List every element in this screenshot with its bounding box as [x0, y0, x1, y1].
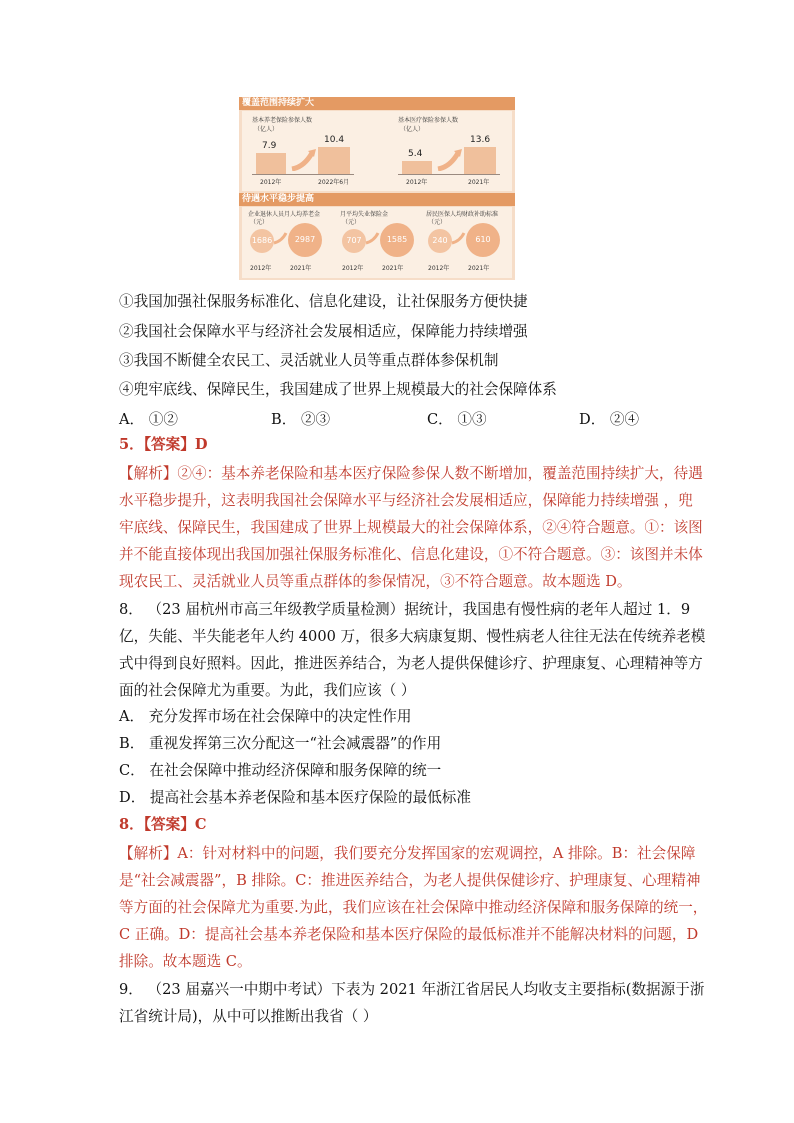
growth-arrow-icon [273, 229, 289, 245]
q5-analysis-line-3: 牢底线、保障民生，我国建成了世界上规模最大的社会保障体系，②④符合题意。①：该图 [119, 519, 703, 536]
q5-statement-4: ④兜牢底线、保障民生，我国建成了世界上规模最大的社会保障体系 [119, 381, 557, 398]
medical-year-1: 2012年 [406, 179, 428, 186]
unemp-label: 月平均失业保险金 [340, 211, 389, 218]
q8-option-a: A． 充分发挥市场在社会保障中的决定性作用 [119, 708, 412, 725]
pension-label: 基本养老保险参保人数 [252, 117, 313, 124]
growth-arrow-icon [451, 229, 467, 245]
q8-analysis-line-2: 是“社会减震器”，B 排除。C：推进医养结合，为老人提供保健诊疗、护理康复、心理精神 [119, 872, 701, 889]
q8-analysis-line-5: 排除。故本题选 C。 [119, 953, 252, 970]
q5-option-b: B． ②③ [271, 411, 331, 428]
pension-year-1: 2012年 [260, 179, 282, 186]
unemp-year-2: 2021年 [382, 265, 404, 272]
q5-analysis-line-1: 【解析】②④：基本养老保险和基本医疗保险参保人数不断增加，覆盖范围持续扩大，待遇 [119, 465, 703, 482]
q5-option-d: D． ②④ [579, 411, 640, 428]
retire-unit: （元） [250, 219, 269, 226]
pension-bar-2012 [256, 153, 286, 174]
treatment-panel [242, 207, 512, 278]
resident-year-1: 2012年 [428, 265, 450, 272]
q5-analysis-line-4: 并不能直接体现出我国加强社保服务标准化、信息化建设，①不符合题意。③：该图并未体 [119, 546, 703, 563]
q8-option-b: B． 重视发挥第三次分配这一“社会减震器”的作用 [119, 735, 442, 752]
growth-arrow-icon [365, 229, 381, 245]
retire-label: 企业退休人员月人均养老金 [248, 211, 321, 218]
medical-baseline [398, 174, 500, 175]
q8-analysis-line-3: 等方面的社会保障尤为重要.为此，我们应该在社会保障中推动经济保障和服务保障的统一， [119, 899, 708, 916]
q5-statement-1: ①我国加强社保服务标准化、信息化建设，让社保服务方便快捷 [119, 293, 528, 310]
q8-answer: 8．【答案】C [119, 816, 207, 833]
retire-value-2021: 2987 [288, 223, 322, 257]
q8-stem-line-2: 亿，失能、半失能老年人约 4000 万，很多大病康复期、慢性病老人往往无法在传统养老模 [119, 628, 706, 645]
social-security-infographic [239, 97, 515, 280]
q5-options [119, 408, 679, 428]
q5-analysis-line-5: 现农民工、灵活就业人员等重点群体的参保情况，③不符合题意。故本题选 D。 [119, 573, 632, 590]
medical-bar-2012 [402, 161, 432, 174]
resident-unit: （元） [428, 219, 447, 226]
pension-baseline [252, 174, 354, 175]
pension-unit: （亿人） [254, 126, 279, 133]
retire-year-2: 2021年 [290, 265, 312, 272]
unemp-value-2012: 707 [342, 229, 366, 253]
pension-value-2012: 7.9 [262, 141, 277, 151]
pension-value-2022: 10.4 [324, 135, 345, 145]
coverage-header: 覆盖范围持续扩大 [242, 98, 315, 108]
unemp-unit: （元） [342, 219, 361, 226]
medical-year-2: 2021年 [468, 179, 490, 186]
q8-stem-line-1: 8． （23 届杭州市高三年级教学质量检测）据统计，我国患有慢性病的老年人超过 1．9 [119, 601, 691, 618]
q8-analysis-line-4: C 正确。D：提高社会基本养老保险和基本医疗保险的最低标准并不能解决材料的问题，D [119, 926, 699, 943]
resident-label: 居民医保人均财政补助标准 [426, 211, 499, 218]
q5-analysis-line-2: 水平稳步提升，这表明我国社会保障水平与经济社会发展相适应，保障能力持续增强 ，兜 [119, 492, 693, 509]
q5-statement-2: ②我国社会保障水平与经济社会发展相适应，保障能力持续增强 [119, 323, 528, 340]
q8-analysis-line-1: 【解析】A：针对材料中的问题，我们要充分发挥国家的宏观调控，A 排除。B：社会保障 [119, 845, 696, 862]
retire-year-1: 2012年 [250, 265, 272, 272]
resident-year-2: 2021年 [468, 265, 490, 272]
pension-year-2: 2022年6月 [318, 179, 350, 186]
medical-value-2021: 13.6 [470, 135, 491, 145]
unemp-year-1: 2012年 [342, 265, 364, 272]
q5-answer: 5．【答案】D [119, 436, 208, 453]
resident-value-2021: 610 [466, 223, 500, 257]
unemp-value-2021: 1585 [380, 223, 414, 257]
medical-value-2012: 5.4 [408, 149, 423, 159]
q8-option-c: C． 在社会保障中推动经济保障和服务保障的统一 [119, 762, 442, 779]
resident-value-2012: 240 [428, 229, 452, 253]
q5-statement-3: ③我国不断健全农民工、灵活就业人员等重点群体参保机制 [119, 352, 499, 369]
q5-option-a: A． ①② [119, 411, 178, 428]
treatment-header: 待遇水平稳步提高 [242, 194, 315, 204]
growth-arrow-icon [436, 147, 462, 171]
q8-option-d: D． 提高社会基本养老保险和基本医疗保险的最低标准 [119, 789, 471, 806]
pension-bar-2022 [318, 147, 350, 174]
q9-stem-line-1: 9． （23 届嘉兴一中期中考试）下表为 2021 年浙江省居民人均收支主要指标(数据源于浙 [119, 981, 705, 998]
medical-bar-2021 [464, 147, 496, 174]
q8-stem-line-3: 式中得到良好照料。因此，推进医养结合，为老人提供保健诊疗、护理康复、心理精神等方 [119, 655, 703, 672]
retire-value-2012: 1686 [250, 229, 274, 253]
growth-arrow-icon [290, 147, 316, 171]
medical-unit: （亿人） [400, 126, 425, 133]
medical-label: 基本医疗保险参保人数 [398, 117, 459, 124]
q8-stem-line-4: 面的社会保障尤为重要。为此，我们应该（ ） [119, 682, 416, 699]
coverage-panel [242, 111, 512, 191]
q9-stem-line-2: 江省统计局)，从中可以推断出我省（ ） [119, 1008, 378, 1025]
q5-option-c: C． ①③ [427, 411, 487, 428]
